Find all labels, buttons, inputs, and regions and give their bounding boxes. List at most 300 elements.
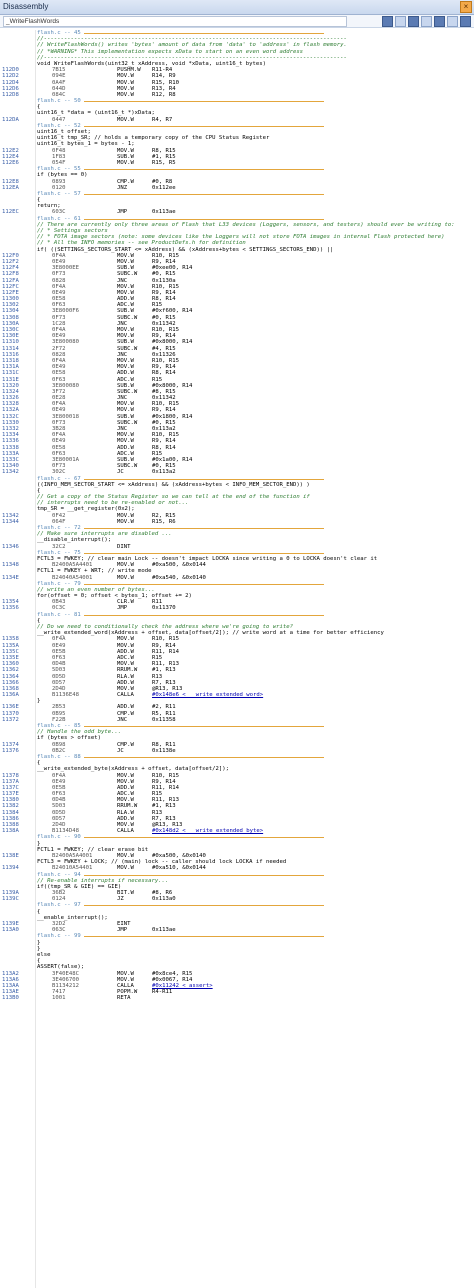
instruction-mnemonic: JZ — [117, 896, 124, 903]
instruction-bytes: 0E5B — [52, 784, 66, 791]
instruction-operands: 0x113a2 — [152, 426, 176, 432]
source-comment: // interrupts need to be re-enabled or not... — [37, 500, 189, 507]
next-icon[interactable] — [395, 16, 406, 27]
file-line-label: flash.c -- 99 — [37, 933, 81, 940]
instruction-mnemonic: JMP — [117, 927, 128, 934]
instruction-mnemonic: JMP — [117, 209, 128, 216]
instruction-address: 112D4 — [2, 79, 19, 86]
instruction-mnemonic: CLR.W — [117, 599, 134, 606]
file-line-label: flash.c -- 72 — [37, 525, 81, 531]
instruction-bytes: 0E58 — [52, 296, 66, 303]
instruction-mnemonic: JNC — [117, 426, 128, 432]
instruction-mnemonic: SUBC.W — [117, 388, 138, 395]
instruction-address: 112E8 — [2, 178, 19, 185]
instruction-address: 1131C — [2, 370, 19, 377]
instruction-address: 11354 — [2, 599, 19, 606]
instruction-mnemonic: JNC — [117, 277, 128, 284]
instruction-address: 1139C — [2, 896, 19, 903]
instruction-mnemonic: MOV.W — [117, 432, 134, 439]
instruction-operands: R11, R14 — [152, 784, 179, 791]
instruction-address: 112EA — [2, 184, 19, 191]
location-input[interactable]: _WriteFlashWords — [3, 16, 347, 27]
instruction-mnemonic: MOV.W — [117, 636, 134, 643]
instruction-mnemonic: CMP.W — [117, 710, 134, 717]
instruction-address: 11324 — [2, 388, 19, 395]
instruction-mnemonic: MOV.W — [117, 562, 134, 569]
instruction-bytes: 32C2 — [52, 543, 66, 550]
toolbar-buttons — [382, 16, 471, 27]
source-code: void WriteFlashWords(uint32_t xAddress, void *xData, uint16_t bytes) — [37, 60, 267, 67]
instruction-operands[interactable]: #0x148e6 <___write_extended_word> — [152, 692, 264, 699]
instruction-mnemonic: JC — [117, 469, 124, 476]
instruction-bytes: 0F63 — [52, 376, 66, 383]
source-code: } — [37, 698, 41, 705]
instruction-address: 1136A — [2, 692, 19, 699]
instruction-operands: R8, R14 — [152, 370, 176, 377]
instruction-address: 112F2 — [2, 258, 19, 265]
instruction-operands: R11, R14 — [152, 648, 179, 655]
instruction-mnemonic: JNC — [117, 351, 128, 358]
instruction-bytes: 3E800018 — [52, 413, 79, 420]
instruction-mnemonic: CALLA — [117, 692, 134, 699]
instruction-address: 11334 — [2, 432, 19, 439]
source-code: return; — [37, 203, 61, 210]
instruction-operands: R15, R6 — [152, 518, 176, 525]
instruction-address: 11372 — [2, 716, 19, 723]
settings-icon[interactable] — [460, 16, 471, 27]
instruction-mnemonic: MOV.W — [117, 289, 134, 296]
source-comment: // WriteFlashWords() writes 'bytes' amount of data from 'data' to 'address' in flash memory. — [37, 42, 347, 49]
instruction-bytes: 0D4B — [52, 661, 66, 668]
instruction-mnemonic: MOV.W — [117, 357, 134, 364]
instruction-address: 113AE — [2, 989, 19, 996]
instruction-bytes: 0D5D — [52, 673, 66, 680]
instruction-operands: R15 — [152, 791, 163, 798]
instruction-bytes: 2F72 — [52, 345, 66, 352]
instruction-operands: R7, R13 — [152, 815, 176, 822]
instruction-mnemonic: MOV.W — [117, 283, 134, 290]
instruction-mnemonic: DINT — [117, 543, 131, 550]
instruction-operands: #0x1a00, R14 — [152, 456, 193, 463]
instruction-mnemonic: JNC — [117, 395, 128, 402]
instruction-bytes: 0F4A — [52, 357, 66, 364]
instruction-mnemonic: MOV.W — [117, 970, 134, 977]
instruction-mnemonic: ADC.W — [117, 450, 134, 457]
instruction-bytes: 054F — [52, 159, 66, 166]
instruction-address: 1131E — [2, 376, 19, 383]
source-code: if (bytes == 0) — [37, 172, 88, 179]
instruction-operands: 0x11370 — [152, 605, 176, 612]
instruction-address: 11386 — [2, 815, 19, 822]
instruction-mnemonic: CALLA — [117, 828, 134, 835]
instruction-address: 1138A — [2, 828, 19, 835]
instruction-operands: 0x11358 — [152, 716, 176, 723]
instruction-address: 11330 — [2, 419, 19, 426]
instruction-bytes: 1F83 — [52, 153, 66, 160]
instruction-address: 11320 — [2, 382, 19, 389]
instruction-operands: R9, R14 — [152, 289, 176, 296]
stepout-icon[interactable] — [421, 16, 432, 27]
instruction-mnemonic: MOV.W — [117, 327, 134, 333]
instruction-bytes: 0E28 — [52, 395, 66, 402]
instruction-mnemonic: CMP.W — [117, 741, 134, 748]
mixed-icon[interactable] — [434, 16, 445, 27]
instruction-address: 11340 — [2, 463, 19, 470]
file-line-label: flash.c -- 81 — [37, 611, 81, 618]
instruction-address: 112D8 — [2, 91, 19, 98]
instruction-bytes: 32D2 — [52, 921, 66, 927]
instruction-operands: R10, R15 — [152, 432, 179, 439]
source-code: uint16_t offset; — [37, 129, 91, 135]
instruction-bytes: 0D4B — [52, 797, 66, 804]
instruction-operands: R4-R11 — [152, 989, 173, 996]
instruction-bytes: B24010A54401 — [52, 865, 93, 872]
instruction-mnemonic: MOV.W — [117, 852, 134, 859]
instruction-operands: R9, R14 — [152, 642, 176, 649]
instruction-bytes: 0B43 — [52, 599, 66, 606]
source-comment: // * FOTA image sectors (note: some devices like the Loggers will not store FOTA images in internal Flash protected here) — [37, 234, 445, 241]
source-code: if((tmp_SR & GIE) == GIE) — [37, 883, 122, 890]
instruction-operands: 0x1130a — [152, 277, 176, 284]
source-code: __write_extended_word(xAddress + offset, data[offset/2]); // write word at a time for better efficiency — [37, 630, 384, 637]
instruction-operands: R9, R14 — [152, 407, 176, 414]
source-code: if (bytes > offset) — [37, 735, 101, 742]
file-line-label: flash.c -- 97 — [37, 902, 81, 909]
instruction-operands: R2, R15 — [152, 512, 176, 519]
instruction-bytes: 0D5D — [52, 809, 66, 816]
instruction-address: 112E2 — [2, 147, 19, 154]
instruction-bytes: 3E800080 — [52, 339, 79, 346]
instruction-address: 112E4 — [2, 153, 19, 160]
instruction-address: 11356 — [2, 605, 19, 612]
instruction-address: 1130A — [2, 320, 19, 327]
file-line-label: flash.c -- 90 — [37, 834, 81, 841]
instruction-operands: R12, R8 — [152, 91, 176, 98]
instruction-bytes: 3E800080 — [52, 382, 79, 389]
source-code: if( ((SETTINGS_SECTORS_START <= xAddress) && (xAddress+bytes < SETTINGS_SECTORS_END)) || — [37, 246, 334, 253]
instruction-bytes: 0F63 — [52, 654, 66, 661]
instruction-mnemonic: MOV.W — [117, 797, 134, 804]
source-comment: // Re-enable interrupts if necessary... — [37, 877, 169, 884]
source-comment: //------------------------------------------------------------------------------------------ — [37, 36, 347, 43]
instruction-address: 11336 — [2, 438, 19, 445]
instruction-bytes: 0E49 — [52, 333, 66, 340]
instruction-bytes: 0F73 — [52, 463, 66, 470]
source-code: ASSERT(false); — [37, 964, 85, 971]
disassembly-listing[interactable] — [0, 30, 474, 1288]
instruction-mnemonic: MOV.W — [117, 822, 134, 828]
instruction-address: 112E6 — [2, 159, 19, 166]
instruction-address: 1134E — [2, 574, 19, 581]
instruction-bytes: 302C — [52, 469, 66, 476]
instruction-bytes: 0E49 — [52, 778, 66, 785]
instruction-bytes: 5D03 — [52, 667, 66, 674]
instruction-bytes: 0F63 — [52, 791, 66, 798]
instruction-bytes: 0893 — [52, 178, 66, 185]
instruction-address: 112EC — [2, 209, 19, 216]
instruction-operands: R10, R15 — [152, 401, 179, 408]
instruction-operands: R10, R15 — [152, 772, 179, 779]
instruction-address: 112FC — [2, 283, 19, 290]
instruction-mnemonic: SUB.W — [117, 265, 134, 272]
instruction-bytes: 3E80001A — [52, 456, 79, 463]
instruction-mnemonic: ADC.W — [117, 376, 134, 383]
source-code: } — [37, 840, 41, 847]
instruction-bytes: 3B28 — [52, 426, 66, 432]
instruction-operands: 0x11342 — [152, 320, 176, 327]
instruction-bytes: 0F4A — [52, 327, 66, 333]
instruction-bytes: 3F72 — [52, 388, 66, 395]
instruction-bytes: 3F40E48C — [52, 970, 79, 977]
instruction-bytes: 0F4A — [52, 401, 66, 408]
instruction-mnemonic: SUB.W — [117, 153, 134, 160]
source-code: uint16_t tmp_SR; // holds a temporary copy of the CPU Status Register — [37, 135, 270, 142]
instruction-mnemonic: MOV.W — [117, 159, 134, 166]
source-code: } — [37, 939, 41, 946]
instruction-bytes: 0E58 — [52, 370, 66, 377]
instruction-bytes: B24040A54001 — [52, 574, 93, 581]
instruction-mnemonic: ADD.W — [117, 704, 134, 711]
instruction-mnemonic: MOV.W — [117, 685, 134, 692]
instruction-address: 11384 — [2, 809, 19, 816]
instruction-operands: R9, R14 — [152, 438, 176, 445]
instruction-operands[interactable]: #0x148d2 <___write_extended_byte> — [152, 828, 264, 835]
file-line-label: flash.c -- 88 — [37, 753, 81, 760]
instruction-address: 112F0 — [2, 252, 19, 259]
instruction-mnemonic: ADD.W — [117, 815, 134, 822]
instruction-operands: #0x8000, R14 — [152, 339, 193, 346]
instruction-mnemonic: ADD.W — [117, 679, 134, 686]
instruction-bytes: 5D03 — [52, 803, 66, 810]
instruction-operands: R9, R14 — [152, 778, 176, 785]
source-code: { — [37, 760, 41, 767]
instruction-mnemonic: SUBC.W — [117, 463, 138, 470]
instruction-operands: #0, R15 — [152, 314, 176, 321]
instruction-operands: R15 — [152, 376, 163, 383]
instruction-operands: #1, R15 — [152, 153, 176, 160]
instruction-operands: 0x1138e — [152, 747, 176, 754]
instruction-address: 1132C — [2, 413, 19, 420]
instruction-bytes: 0F4A — [52, 636, 66, 643]
instruction-address: 11328 — [2, 401, 19, 408]
instruction-bytes: 1C28 — [52, 320, 66, 327]
file-line-label: flash.c -- 79 — [37, 580, 81, 587]
instruction-address: 11344 — [2, 518, 19, 525]
step-icon[interactable] — [408, 16, 419, 27]
instruction-mnemonic: ADC.W — [117, 654, 134, 661]
instruction-row[interactable] — [0, 995, 474, 1001]
instruction-bytes: 063C — [52, 927, 66, 934]
instruction-operands: R11, R13 — [152, 797, 179, 804]
source-comment: // * Settings sectors — [37, 228, 108, 234]
instruction-bytes: 3E406700 — [52, 976, 79, 983]
file-line-label: flash.c -- 61 — [37, 215, 81, 222]
instruction-address: 11380 — [2, 797, 19, 804]
source-code: FCTL1 = FWKEY + WRT; // write mode — [37, 568, 152, 575]
instruction-operands: #0xee00, R14 — [152, 265, 193, 272]
instruction-operands: #0x8000, R14 — [152, 382, 193, 389]
source-code: uint16_t bytes_1 = bytes - 1; — [37, 141, 135, 148]
source-comment: // Handle the odd byte... — [37, 729, 122, 736]
instruction-address: 1139E — [2, 921, 19, 927]
instruction-bytes: B2400A5A4001 — [52, 852, 93, 859]
instruction-mnemonic: RLA.W — [117, 673, 134, 680]
instruction-address: 11300 — [2, 296, 19, 303]
instruction-bytes: 0447 — [52, 116, 66, 123]
instruction-address: 11338 — [2, 444, 19, 451]
instruction-operands: 0x11326 — [152, 351, 176, 358]
instruction-address: 1136E — [2, 704, 19, 711]
instruction-address: 112DA — [2, 116, 19, 123]
instruction-bytes: 0F63 — [52, 302, 66, 309]
instruction-address: 11362 — [2, 667, 19, 674]
instruction-operands: #1, R13 — [152, 803, 176, 810]
file-line-label: flash.c -- 50 — [37, 98, 81, 105]
instruction-bytes: B2400A5A4401 — [52, 562, 93, 569]
instruction-operands: #8, R15 — [152, 388, 176, 395]
instruction-operands: 0x113a2 — [152, 469, 176, 476]
instruction-address: 1130C — [2, 327, 19, 333]
instruction-operands: R11-R4 — [152, 67, 173, 74]
instruction-bytes: 0F4A — [52, 432, 66, 439]
instruction-address: 11382 — [2, 803, 19, 810]
instruction-address: 1137A — [2, 778, 19, 785]
instruction-address: 112D0 — [2, 67, 19, 74]
instruction-mnemonic: SUB.W — [117, 339, 134, 346]
instruction-operands: R11, R13 — [152, 661, 179, 668]
instruction-mnemonic: RRUM.W — [117, 803, 138, 810]
disassembly-toolbar — [0, 15, 474, 28]
instruction-address: 113A2 — [2, 970, 19, 977]
instruction-operands: R13, R4 — [152, 85, 176, 92]
instruction-address: 112F8 — [2, 271, 19, 278]
source-code: FCTL1 = FWKEY; // clear erase bit — [37, 846, 149, 853]
instruction-bytes: 0F4A — [52, 252, 66, 259]
instruction-mnemonic: ADD.W — [117, 296, 134, 303]
instruction-bytes: 094E — [52, 73, 66, 80]
instruction-mnemonic: MOV.W — [117, 778, 134, 785]
instruction-mnemonic: SUB.W — [117, 308, 134, 315]
close-icon[interactable]: × — [460, 1, 472, 13]
instruction-operands: R8, R15 — [152, 147, 176, 154]
instruction-mnemonic: MOV.W — [117, 401, 134, 408]
instruction-address: 11302 — [2, 302, 19, 309]
instruction-mnemonic: MOV.W — [117, 252, 134, 259]
instruction-bytes: 084C — [52, 91, 66, 98]
instruction-bytes: 3E8000EE — [52, 265, 79, 272]
instruction-operands: R9, R14 — [152, 364, 176, 371]
source-code: FCTL3 = FWKEY + LOCK; // (main) lock -- caller should lock LOCKA if needed — [37, 859, 287, 866]
instruction-mnemonic: MOV.W — [117, 91, 134, 98]
instruction-address: 11342 — [2, 469, 19, 476]
instruction-mnemonic: MOV.W — [117, 73, 134, 80]
instruction-bytes: 0D57 — [52, 679, 66, 686]
file-line-label: flash.c -- 85 — [37, 723, 81, 729]
instruction-bytes: 0D57 — [52, 815, 66, 822]
instruction-mnemonic: JC — [117, 747, 124, 754]
instruction-operands: R15, R10 — [152, 79, 179, 86]
instruction-operands: R15 — [152, 302, 163, 309]
source-comment: // write an even number of bytes... — [37, 586, 155, 593]
source-comment: // *WARNING* This implementation expects xData to start on an even word address — [37, 48, 304, 55]
file-line-label: flash.c -- 45 — [37, 30, 81, 36]
instruction-bytes: 0E5B — [52, 648, 66, 655]
instruction-bytes: 0B2C — [52, 747, 66, 754]
instruction-operands: R8, R14 — [152, 444, 176, 451]
instruction-address: 11346 — [2, 543, 19, 550]
source-code: __enable_interrupt(); — [37, 914, 108, 921]
instruction-address: 1131A — [2, 364, 19, 371]
file-line-label: flash.c -- 67 — [37, 475, 81, 482]
source-comment: //------------------------------------------------------------------------------------------ — [37, 54, 347, 61]
instruction-address: 112FE — [2, 289, 19, 296]
source-code: __write_extended_byte(xAddress + offset, data[offset/2]); — [37, 766, 229, 773]
instruction-operands: R9, R14 — [152, 333, 176, 340]
source-icon[interactable] — [447, 16, 458, 27]
instruction-address: 11314 — [2, 345, 19, 352]
instruction-mnemonic: ADC.W — [117, 791, 134, 798]
instruction-bytes: 7B15 — [52, 67, 66, 74]
instruction-mnemonic: JNC — [117, 716, 128, 723]
source-code: { — [37, 617, 41, 624]
instruction-operands: #0xa510, &0x0144 — [152, 865, 206, 872]
instruction-address: 1135C — [2, 648, 19, 655]
instruction-mnemonic: RRUM.W — [117, 667, 138, 674]
instruction-bytes: 0B98 — [52, 741, 66, 748]
instruction-mnemonic: RETA — [117, 995, 131, 1002]
instruction-operands: R10, R15 — [152, 283, 179, 290]
instruction-operands: R7, R13 — [152, 679, 176, 686]
source-code: uint16_t *data = (uint16_t *)xData; — [37, 110, 155, 117]
instruction-mnemonic: MOV.W — [117, 79, 134, 86]
instruction-bytes: 0F73 — [52, 419, 66, 426]
instruction-bytes: 0F73 — [52, 271, 66, 278]
instruction-operands: #4, R15 — [152, 345, 176, 352]
instruction-mnemonic: BIT.W — [117, 890, 134, 897]
instruction-mnemonic: SUB.W — [117, 456, 134, 463]
instruction-operands: R10, R15 — [152, 357, 179, 364]
instruction-address: 113AA — [2, 982, 19, 989]
instruction-bytes: B1136E48 — [52, 692, 79, 699]
instruction-bytes: 0E49 — [52, 258, 66, 265]
instruction-address: 1130E — [2, 333, 19, 340]
instruction-mnemonic: MOV.W — [117, 512, 134, 519]
instruction-bytes: 0E49 — [52, 289, 66, 296]
instruction-address: 11316 — [2, 351, 19, 358]
instruction-address: 112FA — [2, 277, 19, 284]
instruction-address: 11378 — [2, 772, 19, 779]
instruction-operands: #0xa500, &0x0140 — [152, 852, 206, 859]
instruction-bytes: 2D4D — [52, 822, 66, 828]
instruction-operands[interactable]: #0x11242 <_assert> — [152, 982, 213, 989]
instruction-bytes: 0E49 — [52, 438, 66, 445]
source-code: FCTL3 = FWKEY; // clear main Lock -- doesn't impact LOCKA since writing a 0 to LOCKA doesn't clear it — [37, 555, 378, 562]
instruction-bytes: 0828 — [52, 351, 66, 358]
instruction-bytes: 2D4D — [52, 685, 66, 692]
instruction-bytes: 7417 — [52, 989, 66, 996]
instruction-bytes: 0E49 — [52, 642, 66, 649]
instruction-mnemonic: MOV.W — [117, 518, 134, 525]
instruction-address: 11310 — [2, 339, 19, 346]
prev-icon[interactable] — [382, 16, 393, 27]
instruction-bytes: 0A4F — [52, 79, 66, 86]
source-comment: // There are currently only three areas of Flash that L33 devices (Loggers, sensors, and testers) should ever be writing to: — [37, 221, 455, 228]
instruction-operands: R10, R15 — [152, 252, 179, 259]
source-code: { — [37, 197, 41, 204]
instruction-operands: 0x11342 — [152, 395, 176, 402]
instruction-address: 1138E — [2, 852, 19, 859]
instruction-mnemonic: MOV.W — [117, 772, 134, 779]
